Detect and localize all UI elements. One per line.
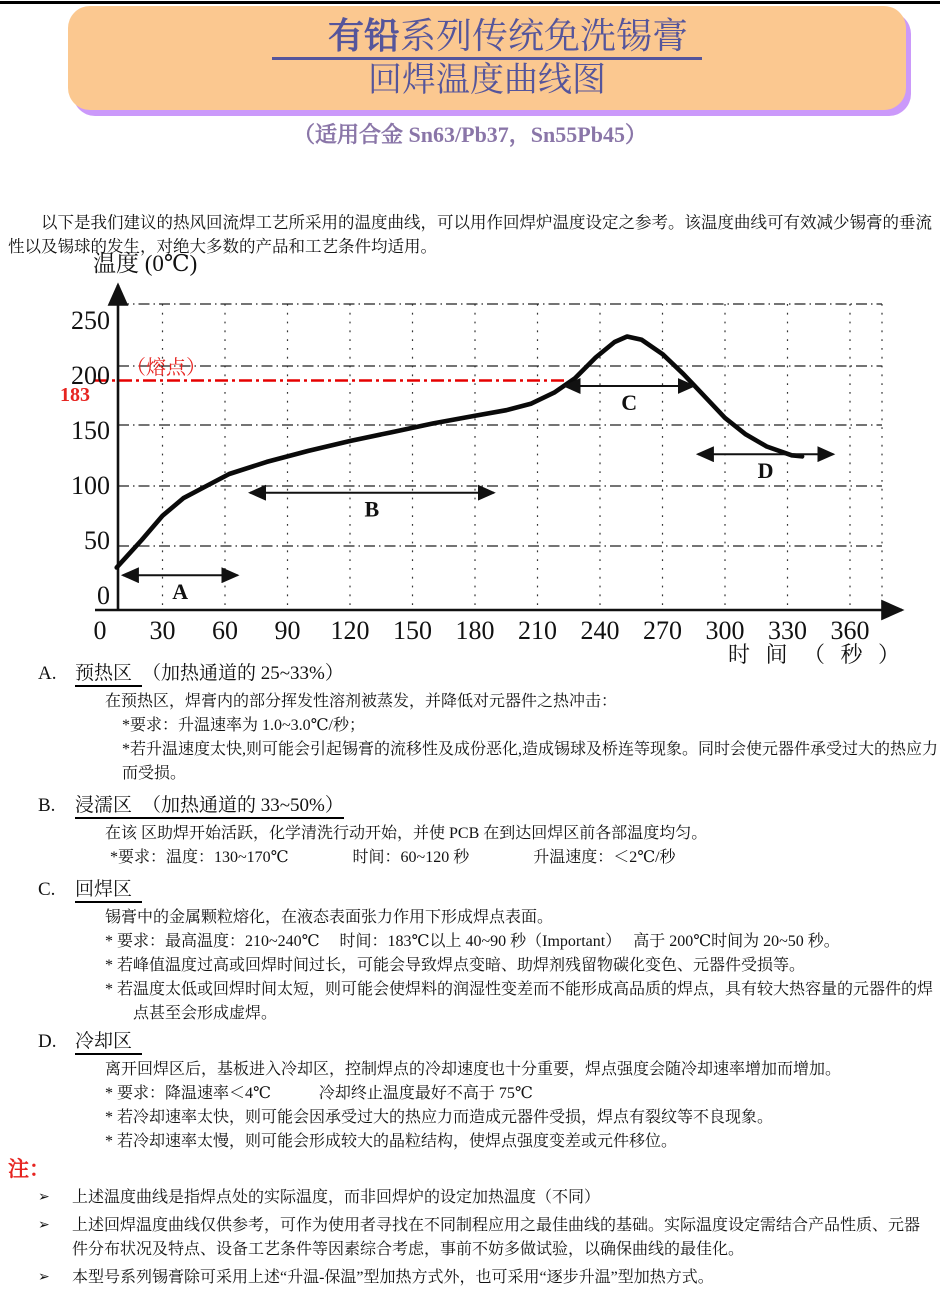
zone-label-D: D [757, 458, 774, 484]
section-c-letter: C. [38, 879, 56, 900]
section-b-title: 浸濡区 [75, 795, 142, 819]
notes-block [0, 1156, 940, 1290]
arrow-bullet-icon: ➢ [38, 1190, 50, 1205]
section-c-line: * 若峰值温度过高或回焊时间过长，可能会导致焊点变暗、助焊剂残留物碳化变色、元器件受损等。 [105, 957, 806, 974]
temperature-axis-label: 温度 (0℃) [93, 251, 198, 276]
section-c-body [0, 906, 940, 1026]
y-tick-150: 150 [71, 416, 110, 445]
section-c-line: 锡膏中的金属颗粒熔化，在液态表面张力作用下形成焊点表面。 [105, 909, 554, 926]
melting-point-value: 183 [60, 384, 90, 406]
section-d-heading [0, 1030, 940, 1054]
arrow-bullet-icon: ➢ [38, 1218, 50, 1233]
note-text: 上述温度曲线是指焊点处的实际温度，而非回焊炉的设定加热温度（不同） [72, 1189, 601, 1206]
title-underline-group [272, 16, 702, 60]
x-tick-360: 360 [830, 616, 870, 645]
section-a-letter: A. [38, 663, 57, 684]
x-tick-120: 120 [330, 616, 370, 645]
section-d-line: * 要求：降温速率＜4℃ 冷却终止温度最好不高于 75℃ [105, 1085, 533, 1102]
section-c-heading [0, 878, 940, 902]
section-d [0, 1030, 940, 1154]
intro-paragraph: 以下是我们建议的热风回流焊工艺所采用的温度曲线，可以用作回焊炉温度设定之参考。该温度曲线可有效减少锡膏的垂流性以及锡球的发生，对绝大多数的产品和工艺条件均适用。 [8, 212, 932, 256]
x-tick-150: 150 [393, 616, 432, 645]
reflow-profile-chart [60, 255, 940, 665]
section-a-title: 预热区 [75, 663, 142, 687]
note-item [0, 1214, 940, 1262]
section-c-title: 回焊区 [75, 879, 142, 903]
x-tick-300: 300 [705, 616, 745, 645]
x-tick-210: 210 [518, 616, 557, 645]
section-a-suffix: （加热通道的 25~33%） [142, 663, 344, 684]
section-b-suffix: （加热通道的 33~50%） [142, 795, 344, 819]
profile-curve [117, 337, 802, 568]
title-bold-part: 有铅 [327, 16, 400, 56]
title-banner [68, 6, 906, 110]
y-tick-200: 200 [71, 361, 110, 390]
note-item [0, 1186, 940, 1210]
section-a-line: *若升温速度太快,则可能会引起锡膏的流移性及成份恶化,造成锡球及桥连等现象。同时会使元器件承受过大的热应力而受损。 [122, 741, 939, 782]
section-b-body [0, 822, 940, 870]
notes-label: 注： [8, 1157, 50, 1181]
arrow-bullet-icon: ➢ [38, 1270, 50, 1285]
note-text: 上述回焊温度曲线仅供参考，可作为使用者寻找在不同制程应用之最佳曲线的基础。实际温度设定需结合产品性质、元器件分布状况及特点、设备工艺条件等因素综合考虑，事前不妨多做试验，以确保曲线的最佳化。 [72, 1217, 921, 1258]
y-tick-100: 100 [71, 471, 110, 500]
page-title-line1 [272, 13, 702, 59]
melting-point-label: （熔点） [126, 357, 206, 379]
section-c [0, 878, 940, 1026]
y-tick-0: 0 [97, 581, 110, 610]
x-tick-0: 0 [93, 616, 107, 645]
note-item [0, 1266, 940, 1290]
x-tick-180: 180 [455, 616, 495, 645]
x-tick-90: 90 [274, 616, 301, 645]
section-b-line: *要求：温度：130~170℃ 时间：60~120 秒 升温速度：＜2℃/秒 [110, 849, 676, 866]
x-tick-60: 60 [212, 616, 238, 645]
page-title-line2: 回焊温度曲线图 [368, 62, 606, 99]
section-c-line: * 要求：最高温度：210~240℃ 时间：183℃以上 40~90 秒（Important） 高于 200℃时间为 20~50 秒。 [105, 933, 840, 950]
x-tick-240: 240 [580, 616, 620, 645]
section-a-body [0, 690, 940, 786]
section-b-heading [0, 794, 940, 818]
x-tick-330: 330 [768, 616, 807, 645]
top-border-rule [0, 1, 940, 4]
section-a [0, 662, 940, 786]
y-tick-50: 50 [84, 526, 110, 555]
section-d-line: * 若冷却速率太慢，则可能会形成较大的晶粒结构，使焊点强度变差或元件移位。 [105, 1133, 678, 1150]
reflow-chart-svg [60, 255, 940, 665]
section-c-line: * 若温度太低或回焊时间太短，则可能会使焊料的润湿性变差而不能形成高品质的焊点，具有较大热容量的元器件的焊点甚至会形成虚焊。 [105, 981, 934, 1022]
section-d-line: * 若冷却速率太快，则可能会因承受过大的热应力而造成元器件受损，焊点有裂纹等不良现象。 [105, 1109, 774, 1126]
x-tick-270: 270 [643, 616, 682, 645]
note-text: 本型号系列锡膏除可采用上述“升温-保温”型加热方式外，也可采用“逐步升温”型加热方式。 [72, 1269, 714, 1286]
section-b [0, 794, 940, 870]
section-b-letter: B. [38, 795, 56, 816]
x-tick-30: 30 [149, 616, 176, 645]
title-rest-part: 系列传统免洗锡膏 [400, 16, 689, 56]
section-a-line: *要求：升温速率为 1.0~3.0℃/秒； [122, 717, 366, 734]
section-b-line: 在该 区助焊开始活跃，化学清洗行动开始，并使 PCB 在到达回焊区前各部温度均匀。 [105, 825, 708, 842]
section-a-line: 在预热区，焊膏内的部分挥发性溶剂被蒸发，并降低对元器件之热冲击： [105, 693, 618, 710]
zone-label-B: B [364, 496, 380, 522]
section-d-line: 离开回焊区后，基板进入冷却区，控制焊点的冷却速度也十分重要，焊点强度会随冷却速率增加而增加。 [105, 1061, 842, 1078]
y-tick-250: 250 [71, 306, 110, 335]
zone-label-C: C [621, 390, 638, 415]
zone-label-A: A [172, 579, 189, 605]
alloy-subtitle: （适用合金 Sn63/Pb37，Sn55Pb45） [293, 122, 647, 147]
section-a-heading [0, 662, 940, 686]
section-d-body [0, 1058, 940, 1154]
section-d-title: 冷却区 [75, 1031, 142, 1055]
horizontal-gridlines [118, 304, 882, 546]
time-axis-label: 时 间 （ 秒 ） [727, 642, 905, 667]
section-d-letter: D. [38, 1031, 57, 1052]
section-list [0, 662, 940, 1294]
